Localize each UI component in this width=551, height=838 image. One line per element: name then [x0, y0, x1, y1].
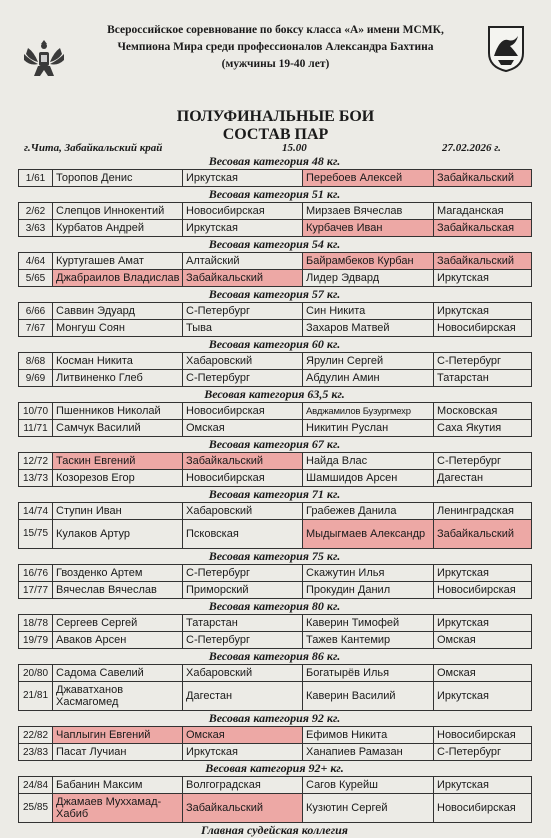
pair-number-cell: 18/78: [19, 615, 53, 632]
boxer-1-name-cell: Курбатов Андрей: [53, 220, 183, 237]
boxer-2-name-cell: Скажутин Илья: [303, 565, 434, 582]
pair-number-cell: 16/76: [19, 565, 53, 582]
pairs-table: [18, 726, 532, 761]
pair-number-cell: 22/82: [19, 727, 53, 744]
boxer-2-region-cell: С-Петербург: [434, 353, 532, 370]
footer-judges-panel: Главная судейская коллегия: [200, 823, 348, 837]
boxer-2-name-cell: Ефимов Никита: [303, 727, 434, 744]
table-row: [19, 453, 532, 470]
boxer-1-region-cell: Хабаровский: [183, 503, 303, 520]
pairs-table: [18, 564, 532, 599]
pairs-table: [18, 452, 532, 487]
boxer-1-region-cell: Омская: [183, 727, 303, 744]
table-row: [19, 565, 532, 582]
boxer-2-region-cell: Татарстан: [434, 370, 532, 387]
weight-category-title: Весовая категория 86 кг.: [208, 649, 341, 663]
boxer-1-name-cell: Бабанин Максим: [53, 777, 183, 794]
table-row: [19, 170, 532, 187]
pair-number-cell: 14/74: [19, 503, 53, 520]
boxer-1-region-cell: Татарстан: [183, 615, 303, 632]
boxer-1-name-cell: Куртугашев Амат: [53, 253, 183, 270]
pair-number-cell: 12/72: [19, 453, 53, 470]
boxer-2-region-cell: Саха Якутия: [434, 420, 532, 437]
boxer-2-name-cell: Шамшидов Арсен: [303, 470, 434, 487]
boxer-2-name-cell: Каверин Василий: [303, 682, 434, 711]
table-row: [19, 420, 532, 437]
pair-number-cell: 9/69: [19, 370, 53, 387]
boxer-2-name-cell: Найда Влас: [303, 453, 434, 470]
document-header: [0, 22, 551, 73]
boxer-2-region-cell: Иркутская: [434, 270, 532, 287]
weight-category-title: Весовая категория 63,5 кг.: [204, 387, 345, 401]
weight-category-title: Весовая категория 48 кг.: [208, 154, 341, 168]
boxer-2-region-cell: Иркутская: [434, 682, 532, 711]
boxer-2-region-cell: Забайкальская: [434, 220, 532, 237]
boxer-1-region-cell: Новосибирская: [183, 403, 303, 420]
boxer-2-region-cell: Иркутская: [434, 615, 532, 632]
weight-category-title: Весовая категория 60 кг.: [208, 337, 341, 351]
boxer-1-name-cell: Вячеслав Вячеслав: [53, 582, 183, 599]
pairs-table: [18, 402, 532, 437]
boxer-2-region-cell: С-Петербург: [434, 744, 532, 761]
boxer-1-name-cell: Чаплыгин Евгений: [53, 727, 183, 744]
boxer-1-region-cell: Омская: [183, 420, 303, 437]
pair-number-cell: 10/70: [19, 403, 53, 420]
table-row: [19, 220, 532, 237]
boxer-1-name-cell: Пшенников Николай: [53, 403, 183, 420]
pairs-table: [18, 302, 532, 337]
pairs-table: [18, 352, 532, 387]
boxer-2-region-cell: Новосибирская: [434, 794, 532, 823]
boxer-2-name-cell: Богатырёв Илья: [303, 665, 434, 682]
boxer-1-name-cell: Козорезов Егор: [53, 470, 183, 487]
table-row: [19, 320, 532, 337]
boxer-1-name-cell: Слепцов Иннокентий: [53, 203, 183, 220]
weight-category-title: Весовая категория 75 кг.: [208, 549, 341, 563]
boxer-1-name-cell: Садома Савелий: [53, 665, 183, 682]
boxer-1-name-cell: Таскин Евгений: [53, 453, 183, 470]
table-row: [19, 794, 532, 823]
boxer-2-name-cell: Захаров Матвей: [303, 320, 434, 337]
boxer-2-name-cell: Курбачев Иван: [303, 220, 434, 237]
pair-number-cell: 25/85: [19, 794, 53, 823]
boxer-1-region-cell: Иркутская: [183, 220, 303, 237]
table-row: [19, 270, 532, 287]
boxer-2-name-cell: Никитин Руслан: [303, 420, 434, 437]
pairs-table: [18, 202, 532, 237]
boxer-1-name-cell: Джаватханов Хасмагомед: [53, 682, 183, 711]
boxer-1-region-cell: Иркутская: [183, 744, 303, 761]
pairs-table: [18, 776, 532, 823]
weight-category-title: Весовая категория 92+ кг.: [205, 761, 344, 775]
boxer-2-region-cell: Магаданская: [434, 203, 532, 220]
time-text: 15.00: [282, 142, 307, 154]
boxer-2-name-cell: Тажев Кантемир: [303, 632, 434, 649]
table-row: [19, 503, 532, 520]
boxer-1-region-cell: Тыва: [183, 320, 303, 337]
boxer-2-region-cell: С-Петербург: [434, 453, 532, 470]
table-row: [19, 682, 532, 711]
boxer-1-region-cell: Забайкальский: [183, 794, 303, 823]
boxer-1-name-cell: Джамаев Муххамад-Хабиб: [53, 794, 183, 823]
boxer-1-region-cell: Новосибирская: [183, 470, 303, 487]
boxer-2-name-cell: Перебоев Алексей: [303, 170, 434, 187]
boxer-2-name-cell: Абдулин Амин: [303, 370, 434, 387]
boxer-2-name-cell: Кузютин Сергей: [303, 794, 434, 823]
table-row: [19, 303, 532, 320]
weight-category-title: Весовая категория 71 кг.: [208, 487, 341, 501]
date-text: 27.02.2026 г.: [442, 142, 501, 154]
boxer-2-region-cell: Забайкальский: [434, 170, 532, 187]
boxer-2-region-cell: Забайкальский: [434, 253, 532, 270]
boxer-1-name-cell: Косман Никита: [53, 353, 183, 370]
boxer-2-name-cell: Прокудин Данил: [303, 582, 434, 599]
boxer-2-name-cell: Ярулин Сергей: [303, 353, 434, 370]
header-line-2: Чемпиона Мира среди профессионалов Александра Бахтина: [117, 41, 434, 53]
table-row: [19, 632, 532, 649]
boxer-2-region-cell: Омская: [434, 665, 532, 682]
boxer-1-region-cell: Хабаровский: [183, 353, 303, 370]
boxer-2-region-cell: Московская: [434, 403, 532, 420]
boxer-2-region-cell: Омская: [434, 632, 532, 649]
boxer-1-name-cell: Джабраилов Владислав: [53, 270, 183, 287]
boxer-1-region-cell: Хабаровский: [183, 665, 303, 682]
boxer-2-name-cell: Грабежев Данила: [303, 503, 434, 520]
boxer-2-name-cell: Мыдыгмаев Александр: [303, 520, 434, 549]
title-line-1: ПОЛУФИНАЛЬНЫЕ БОИ: [176, 108, 375, 125]
boxer-1-region-cell: Алтайский: [183, 253, 303, 270]
table-row: [19, 470, 532, 487]
boxer-1-region-cell: С-Петербург: [183, 370, 303, 387]
table-row: [19, 727, 532, 744]
boxer-2-region-cell: Забайкальский: [434, 520, 532, 549]
boxer-1-region-cell: Волгоградская: [183, 777, 303, 794]
pair-number-cell: 6/66: [19, 303, 53, 320]
pair-number-cell: 17/77: [19, 582, 53, 599]
boxer-1-name-cell: Сергеев Сергей: [53, 615, 183, 632]
boxer-1-region-cell: Иркутская: [183, 170, 303, 187]
table-row: [19, 744, 532, 761]
boxer-2-region-cell: Новосибирская: [434, 320, 532, 337]
boxer-1-region-cell: С-Петербург: [183, 303, 303, 320]
boxer-1-name-cell: Кулаков Артур: [53, 520, 183, 549]
header-line-3: (мужчины 19-40 лет): [221, 58, 330, 70]
boxer-1-region-cell: Дагестан: [183, 682, 303, 711]
boxer-2-region-cell: Дагестан: [434, 470, 532, 487]
pairs-table: [18, 169, 532, 187]
table-row: [19, 520, 532, 549]
pair-number-cell: 20/80: [19, 665, 53, 682]
boxer-2-region-cell: Новосибирская: [434, 727, 532, 744]
boxer-1-name-cell: Литвиненко Глеб: [53, 370, 183, 387]
pair-number-cell: 13/73: [19, 470, 53, 487]
boxer-1-region-cell: Забайкальский: [183, 270, 303, 287]
pair-number-cell: 15/75: [19, 520, 53, 549]
boxer-2-name-cell: Ханапиев Рамазан: [303, 744, 434, 761]
boxer-1-region-cell: Приморский: [183, 582, 303, 599]
boxer-2-name-cell: Мирзаев Вячеслав: [303, 203, 434, 220]
pair-number-cell: 19/79: [19, 632, 53, 649]
boxer-2-region-cell: Иркутская: [434, 303, 532, 320]
pairs-table: [18, 664, 532, 711]
boxer-1-name-cell: Саввин Эдуард: [53, 303, 183, 320]
weight-category-title: Весовая категория 67 кг.: [208, 437, 341, 451]
boxer-1-region-cell: С-Петербург: [183, 565, 303, 582]
pairs-table: [18, 252, 532, 287]
boxer-2-name-cell: Сагов Курейш: [303, 777, 434, 794]
weight-category-title: Весовая категория 80 кг.: [208, 599, 341, 613]
table-row: [19, 615, 532, 632]
place-text: г.Чита, Забайкальский край: [24, 142, 163, 154]
pair-number-cell: 11/71: [19, 420, 53, 437]
table-row: [19, 203, 532, 220]
boxer-1-region-cell: Новосибирская: [183, 203, 303, 220]
boxer-2-name-cell: Авджамилов Бузургмехр: [303, 403, 434, 420]
pair-number-cell: 5/65: [19, 270, 53, 287]
boxer-1-name-cell: Торопов Денис: [53, 170, 183, 187]
boxer-1-region-cell: С-Петербург: [183, 632, 303, 649]
table-row: [19, 403, 532, 420]
weight-category-title: Весовая категория 54 кг.: [208, 237, 341, 251]
boxer-1-name-cell: Аваков Арсен: [53, 632, 183, 649]
pair-number-cell: 8/68: [19, 353, 53, 370]
pair-number-cell: 3/63: [19, 220, 53, 237]
boxer-2-name-cell: Каверин Тимофей: [303, 615, 434, 632]
pair-number-cell: 21/81: [19, 682, 53, 711]
table-row: [19, 353, 532, 370]
boxer-2-region-cell: Иркутская: [434, 777, 532, 794]
boxer-1-region-cell: Псковская: [183, 520, 303, 549]
table-row: [19, 777, 532, 794]
boxer-1-name-cell: Пасат Лучиан: [53, 744, 183, 761]
pair-number-cell: 2/62: [19, 203, 53, 220]
title-line-2: СОСТАВ ПАР: [222, 126, 329, 143]
boxer-1-region-cell: Забайкальский: [183, 453, 303, 470]
document-title: [0, 108, 551, 144]
boxer-1-name-cell: Самчук Василий: [53, 420, 183, 437]
table-row: [19, 665, 532, 682]
table-row: [19, 370, 532, 387]
pair-number-cell: 1/61: [19, 170, 53, 187]
table-row: [19, 582, 532, 599]
pair-number-cell: 4/64: [19, 253, 53, 270]
boxer-2-region-cell: Иркутская: [434, 565, 532, 582]
boxer-1-name-cell: Ступин Иван: [53, 503, 183, 520]
boxer-2-name-cell: Лидер Эдвард: [303, 270, 434, 287]
boxer-1-name-cell: Монгуш Соян: [53, 320, 183, 337]
pairs-table: [18, 502, 532, 549]
boxer-2-region-cell: Новосибирская: [434, 582, 532, 599]
boxer-2-name-cell: Син Никита: [303, 303, 434, 320]
weight-category-title: Весовая категория 51 кг.: [208, 187, 341, 201]
weight-category-title: Весовая категория 57 кг.: [208, 287, 341, 301]
pair-number-cell: 23/83: [19, 744, 53, 761]
boxer-2-region-cell: Ленинградская: [434, 503, 532, 520]
boxer-1-name-cell: Гвозденко Артем: [53, 565, 183, 582]
pairs-table: [18, 614, 532, 649]
table-row: [19, 253, 532, 270]
pairs-sheet: [18, 154, 531, 838]
weight-category-title: Весовая категория 92 кг.: [208, 711, 341, 725]
boxer-2-name-cell: Байрамбеков Курбан: [303, 253, 434, 270]
header-line-1: Всероссийское соревнование по боксу класса «А» имени МСМК,: [107, 24, 444, 36]
pair-number-cell: 7/67: [19, 320, 53, 337]
pair-number-cell: 24/84: [19, 777, 53, 794]
